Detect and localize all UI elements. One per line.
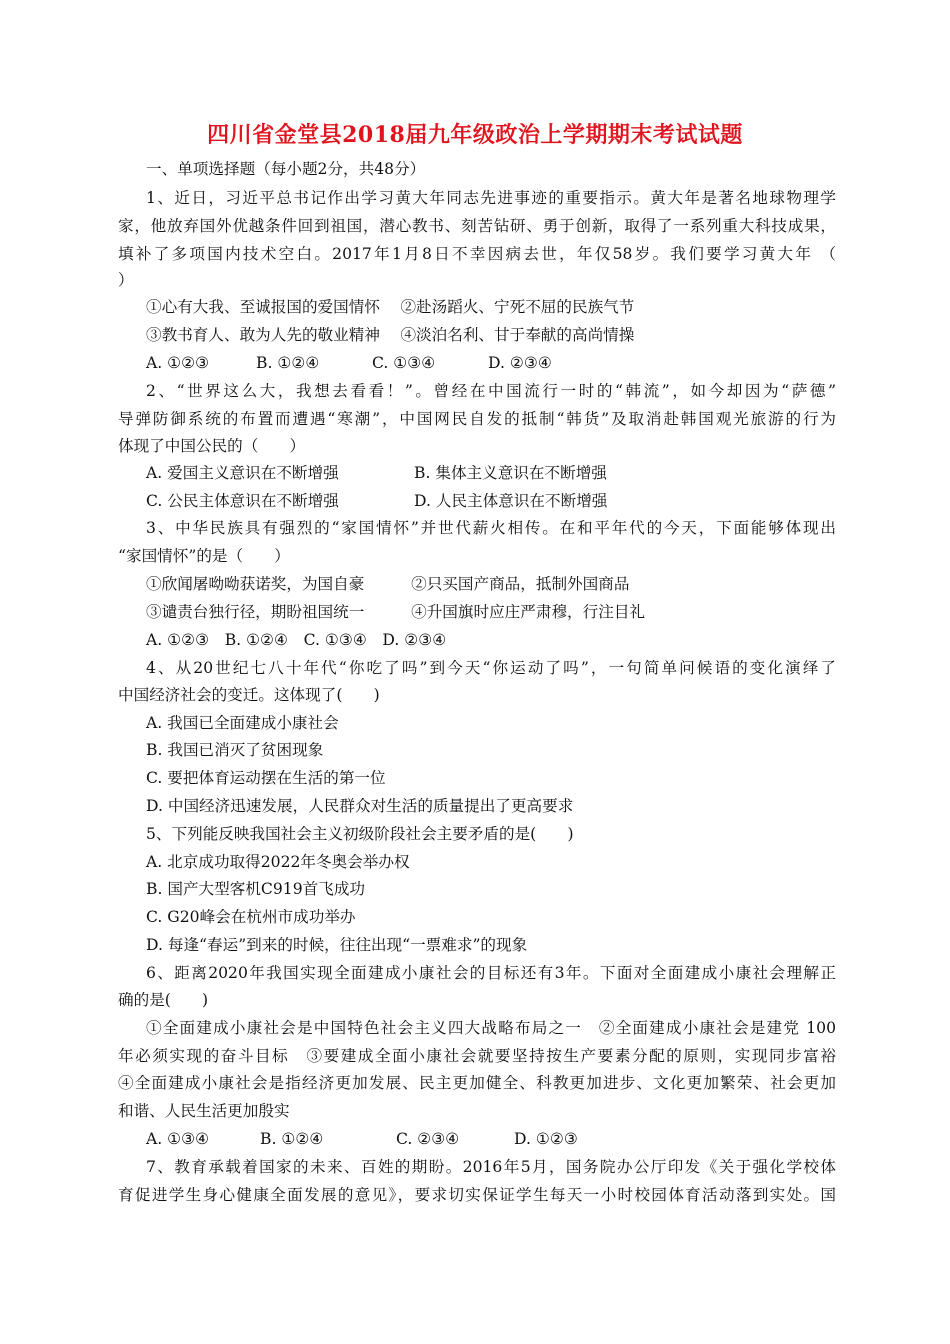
option-c: C. 公民主体意识在不断增强 xyxy=(146,492,339,510)
q5-line: 5、下列能反映我国社会主义初级阶段社会主要矛盾的是( ) xyxy=(146,825,574,843)
q1-line: 1、近日，习近平总书记作出学习黄大年同志先进事迹的重要指示。黄大年是著名地球物理学 xyxy=(146,189,836,207)
page-title: 四川省金堂县2018届九年级政治上学期期末考试试题 xyxy=(207,122,743,148)
option-c: C. ②③④ xyxy=(396,1130,460,1148)
q1-line: 家，他放弃国外优越条件回到祖国，潜心教书、刻苦钻研、勇于创新，取得了一系列重大科技成果， xyxy=(118,217,836,235)
q4-line: 中国经济社会的变迁。这体现了( ) xyxy=(118,686,380,704)
q3-line: “家国情怀”的是（ ） xyxy=(118,547,290,565)
q1-line: 填补了多项国内技术空白。2017年1月8日不幸因病去世，年仅58岁。我们要学习黄大年 （ xyxy=(118,245,836,263)
section-heading: 一、单项选择题（每小题2分，共48分） xyxy=(146,160,426,178)
q4-option-b: B. 我国已消灭了贫困现象 xyxy=(146,741,324,759)
option-d: D. ①②③ xyxy=(514,1130,578,1148)
q5-option-c: C. G20峰会在杭州市成功举办 xyxy=(146,908,356,926)
q6-line: 和谐、人民生活更加殷实 xyxy=(118,1102,290,1120)
option-d: D. ②③④ xyxy=(488,354,552,372)
q3-item: ③谴责台独行径，期盼祖国统一 ④升国旗时应庄严肃穆，行注目礼 xyxy=(146,603,646,621)
q7-line: 育促进学生身心健康全面发展的意见》，要求切实保证学生每天一小时校园体育活动落到实处。国 xyxy=(118,1186,836,1204)
q2-line: 导弹防御系统的布置而遭遇“寒潮”，中国网民自发的抵制“韩货”及取消赴韩国观光旅游的行为 xyxy=(118,410,836,428)
option-d: D. 人民主体意识在不断增强 xyxy=(414,492,608,510)
q3-line: 3、中华民族具有强烈的“家国情怀”并世代薪火相传。在和平年代的今天，下面能够体现出 xyxy=(146,519,836,537)
q6-line: 年必须实现的奋斗目标 ③要建成全面小康社会就要坚持按生产要素分配的原则，实现同步富裕 xyxy=(118,1047,836,1065)
q7-line: 7、教育承载着国家的未来、百姓的期盼。2016年5月，国务院办公厅印发《关于强化学校体 xyxy=(146,1158,836,1176)
q1-item: ①心有大我、至诚报国的爱国情怀 ②赴汤蹈火、宁死不屈的民族气节 xyxy=(146,298,635,316)
option-b: B. ①②④ xyxy=(260,1130,324,1148)
option-b: B. ①②④ xyxy=(256,354,320,372)
option-a: A. ①③④ xyxy=(146,1130,210,1148)
q5-option-b: B. 国产大型客机C919首飞成功 xyxy=(146,880,366,898)
q4-line: 4、从20世纪七八十年代“你吃了吗”到今天“你运动了吗”，一句简单问候语的变化演绎了 xyxy=(146,659,836,677)
q4-option-c: C. 要把体育运动摆在生活的第一位 xyxy=(146,769,386,787)
option-c: C. ①③④ xyxy=(372,354,436,372)
q4-option-a: A. 我国已全面建成小康社会 xyxy=(146,714,339,732)
q1-line: ） xyxy=(118,271,134,289)
q3-options: A. ①②③ B. ①②④ C. ①③④ D. ②③④ xyxy=(146,631,447,649)
q2-line: 2、“世界这么大，我想去看看！”。曾经在中国流行一时的“韩流”，如今却因为“萨德” xyxy=(146,382,836,400)
q6-line: ④全面建成小康社会是指经济更加发展、民主更加健全、科教更加进步、文化更加繁荣、社会更加 xyxy=(118,1074,836,1092)
option-a: A. ①②③ xyxy=(146,354,210,372)
q5-option-a: A. 北京成功取得2022年冬奥会举办权 xyxy=(146,853,410,871)
option-b: B. 集体主义意识在不断增强 xyxy=(414,464,607,482)
q6-line: ①全面建成小康社会是中国特色社会主义四大战略布局之一 ②全面建成小康社会是建党 100 xyxy=(146,1019,836,1037)
q5-option-d: D. 每逢“春运”到来的时候，往往出现“一票难求”的现象 xyxy=(146,936,528,954)
q6-line: 确的是( ) xyxy=(118,991,209,1009)
option-a: A. 爱国主义意识在不断增强 xyxy=(146,464,339,482)
q4-option-d: D. 中国经济迅速发展，人民群众对生活的质量提出了更高要求 xyxy=(146,797,574,815)
q3-item: ①欣闻屠呦呦获诺奖，为国自豪 ②只买国产商品，抵制外国商品 xyxy=(146,575,630,593)
q1-item: ③教书育人、敢为人先的敬业精神 ④淡泊名利、甘于奉献的高尚情操 xyxy=(146,326,635,344)
q2-line: 体现了中国公民的（ ） xyxy=(118,437,306,455)
q6-line: 6、距离2020年我国实现全面建成小康社会的目标还有3年。下面对全面建成小康社会理解正 xyxy=(146,964,836,982)
